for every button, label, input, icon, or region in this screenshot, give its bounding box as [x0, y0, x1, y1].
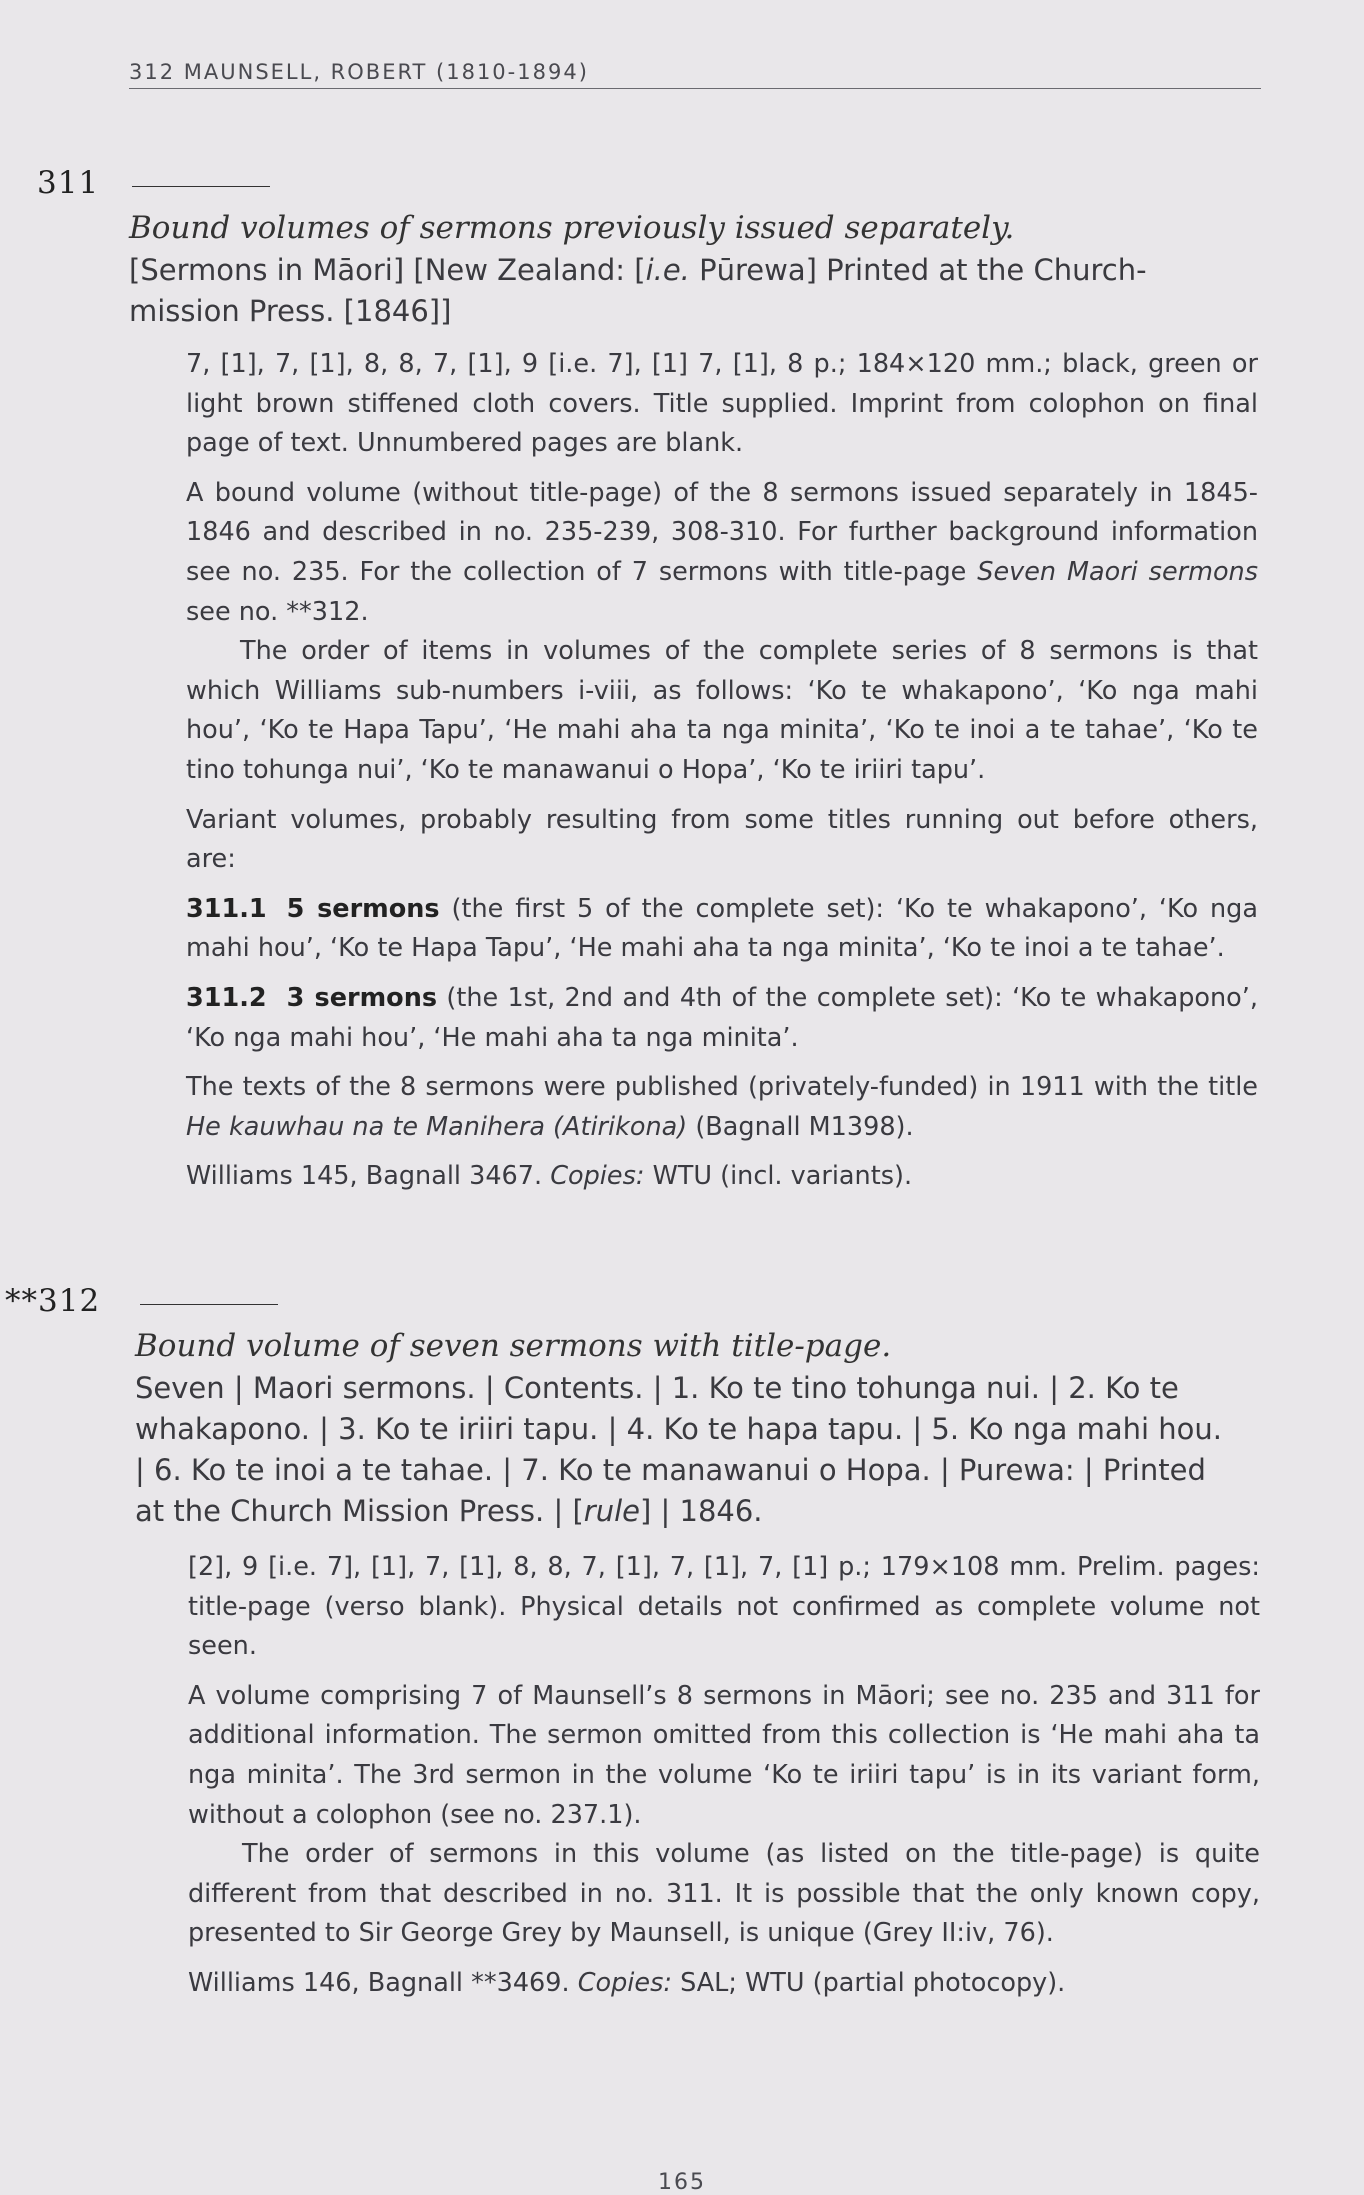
running-head: 312 MAUNSELL, ROBERT (1810-1894)	[129, 60, 1261, 89]
entry-311-references: Williams 145, Bagnall 3467. Copies: WTU (incl. variants).	[186, 1161, 913, 1192]
entry-311-collation: 7, [1], 7, [1], 8, 8, 7, [1], 9 [i.e. 7], [1] 7, [1], 8 p.; 184×120 mm.; black, green or light brown stiffened cloth covers. Title supplied. Imprint from colophon on final page of text. Unnumbered pages are blank.	[186, 349, 1258, 459]
entry-number-312: **312	[5, 1283, 101, 1319]
entry-312-heading: Bound volume of seven sermons with title-page.	[135, 1328, 892, 1364]
entry-number-311: 311	[37, 165, 100, 201]
variant-311-2: 311.2 3 sermons (the 1st, 2nd and 4th of the complete set): ‘Ko te whakapono’, ‘Ko nga mahi hou’, ‘He mahi aha ta nga minita’.	[186, 982, 1258, 1053]
variant-311-1: 311.1 5 sermons (the first 5 of the complete set): ‘Ko te whakapono’, ‘Ko nga mahi hou’, ‘Ko te Hapa Tapu’, ‘He mahi aha ta nga minita’, ‘Ko te inoi a te tahae’.	[186, 893, 1258, 964]
entry-311-heading-block	[129, 208, 1209, 332]
entry-rule-311	[132, 186, 270, 187]
entry-312-transcription: Seven | Maori sermons. | Contents. | 1. Ko te tino tohunga nui. | 2. Ko te whakapono. | 3. Ko te iriiri tapu. | 4. Ko te hapa tapu. | 5. Ko nga mahi hou. | 6. Ko te inoi a te tahae. | 7. Ko te manawanui o Hopa. | Purewa: | Printed at the Church Mission Press. | [rule] | 1846.	[135, 1371, 1222, 1528]
entry-311-note-1: A bound volume (without title-page) of the 8 sermons issued separately in 1845-1846 and described in no. 235-239, 308-310. For further background information see no. 235. For the collection of 7 sermons with title-page Seven Maori sermons see no. **312.	[186, 477, 1259, 627]
entry-311-heading: Bound volumes of sermons previously issued separately.	[129, 210, 1015, 246]
entry-rule-312	[140, 1304, 278, 1305]
entry-312-note-1: A volume comprising 7 of Maunsell’s 8 sermons in Māori; see no. 235 and 311 for additional information. The sermon omitted from this collection is ‘He mahi aha ta nga minita’. The 3rd sermon in the volume ‘Ko te iriiri tapu’ is in its variant form, without a colophon (see no. 237.1).	[188, 1680, 1260, 1830]
entry-312-body	[188, 1548, 1260, 2014]
entry-311-body	[186, 345, 1258, 1207]
entry-312-heading-block	[135, 1326, 1235, 1532]
entry-312-collation: [2], 9 [i.e. 7], [1], 7, [1], 8, 8, 7, [1], 7, [1], 7, [1] p.; 179×108 mm. Prelim. pages: title-page (verso blank). Physical details not confirmed as complete volume not seen.	[188, 1552, 1260, 1662]
entry-312-note-2: The order of sermons in this volume (as listed on the title-page) is quite different from that described in no. 311. It is possible that the only known copy, presented to Sir George Grey by Maunsell, is unique (Grey II:iv, 76).	[188, 1839, 1260, 1949]
page-number: 165	[658, 2170, 706, 2195]
entry-311-transcription: [Sermons in Māori] [New Zealand: [i.e. Pūrewa] Printed at the Church-mission Press. [1846]]	[129, 253, 1147, 328]
entry-311-note-2: The order of items in volumes of the complete series of 8 sermons is that which Williams sub-numbers i-viii, as follows: ‘Ko te whakapono’, ‘Ko nga mahi hou’, ‘Ko te Hapa Tapu’, ‘He mahi aha ta nga minita’, ‘Ko te inoi a te tahae’, ‘Ko te tino tohunga nui’, ‘Ko te manawanui o Hopa’, ‘Ko te iriiri tapu’.	[186, 636, 1258, 785]
entry-311-note-4: The texts of the 8 sermons were published (privately-funded) in 1911 with the title He kauwhau na te Manihera (Atirikona) (Bagnall M1398).	[186, 1072, 1258, 1142]
entry-311-note-3: Variant volumes, probably resulting from some titles running out before others, are:	[186, 804, 1258, 875]
entry-312-references: Williams 146, Bagnall **3469. Copies: SAL; WTU (partial photocopy).	[188, 1967, 1066, 1998]
